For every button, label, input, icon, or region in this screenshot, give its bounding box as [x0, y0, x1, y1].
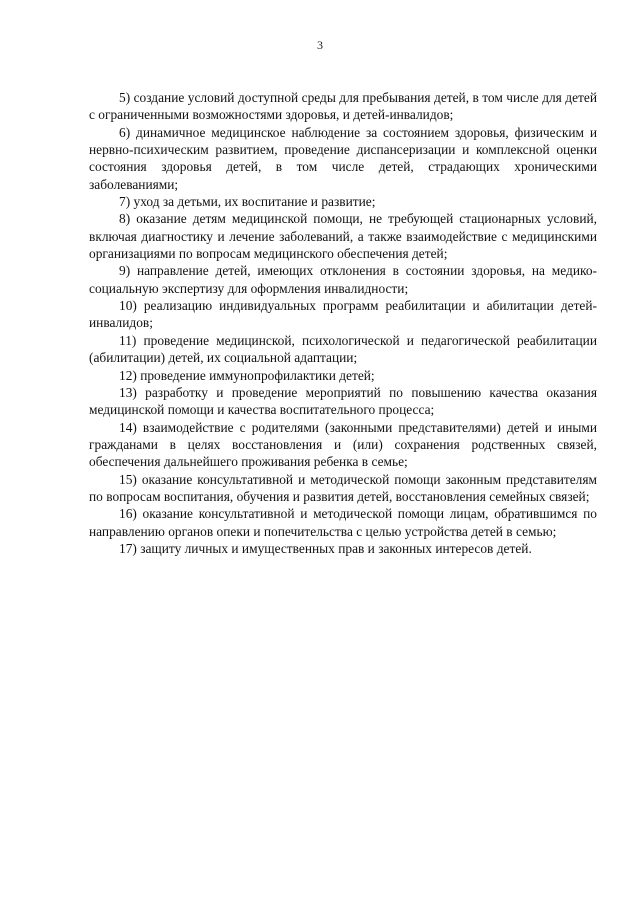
list-item: 7) уход за детьми, их воспитание и развитие;: [119, 194, 376, 210]
list-item: 11) проведение медицинской, психологической и педагогической реабилитации (абилитации) детей, их социальной адаптации;: [89, 332, 597, 366]
list-item: 16) оказание консультативной и методической помощи лицам, обратившимся по направлению органов опеки и попечительства с целью устройства детей в семью;: [89, 506, 597, 539]
list-item: 15) оказание консультативной и методической помощи законным представителям по вопросам воспитания, обучения и развития детей, восстановления семейных связей;: [89, 471, 597, 504]
list-item: 6) динамичное медицинское наблюдение за состоянием здоровья, физическим и нервно-психическим развитием, проведение диспансеризации и комплексной оценки состояния здоровья детей, в том числе детей, страдающих хроническими заболеваниями;: [89, 124, 597, 192]
list-item: 12) проведение иммунопрофилактики детей;: [119, 367, 375, 383]
list-item: 5) создание условий доступной среды для пребывания детей, в том числе для детей с ограниченными возможностями здоровья, и детей-инвалидов;: [89, 90, 597, 123]
list-item: 9) направление детей, имеющих отклонения в состоянии здоровья, на медико-социальную экспертизу для оформления инвалидности;: [89, 263, 597, 296]
list-item: 13) разработку и проведение мероприятий по повышению качества оказания медицинской помощи и качества воспитательного процесса;: [89, 384, 597, 418]
list-item: 10) реализацию индивидуальных программ реабилитации и абилитации детей-инвалидов;: [89, 298, 597, 331]
list-item: 17) защиту личных и имущественных прав и законных интересов детей.: [119, 540, 532, 556]
page-number: 3: [317, 38, 323, 52]
list-item: 14) взаимодействие с родителями (законными представителями) детей и иными гражданами в целях восстановления и (или) сохранения родственных связей, обеспечения дальнейшего проживания ребенка в семье;: [89, 419, 597, 470]
list-item: 8) оказание детям медицинской помощи, не требующей стационарных условий, включая диагностику и лечение заболеваний, а также взаимодействие с медицинскими организациями по вопросам медицинского обеспечения детей;: [89, 211, 597, 262]
document-body: [89, 89, 597, 557]
